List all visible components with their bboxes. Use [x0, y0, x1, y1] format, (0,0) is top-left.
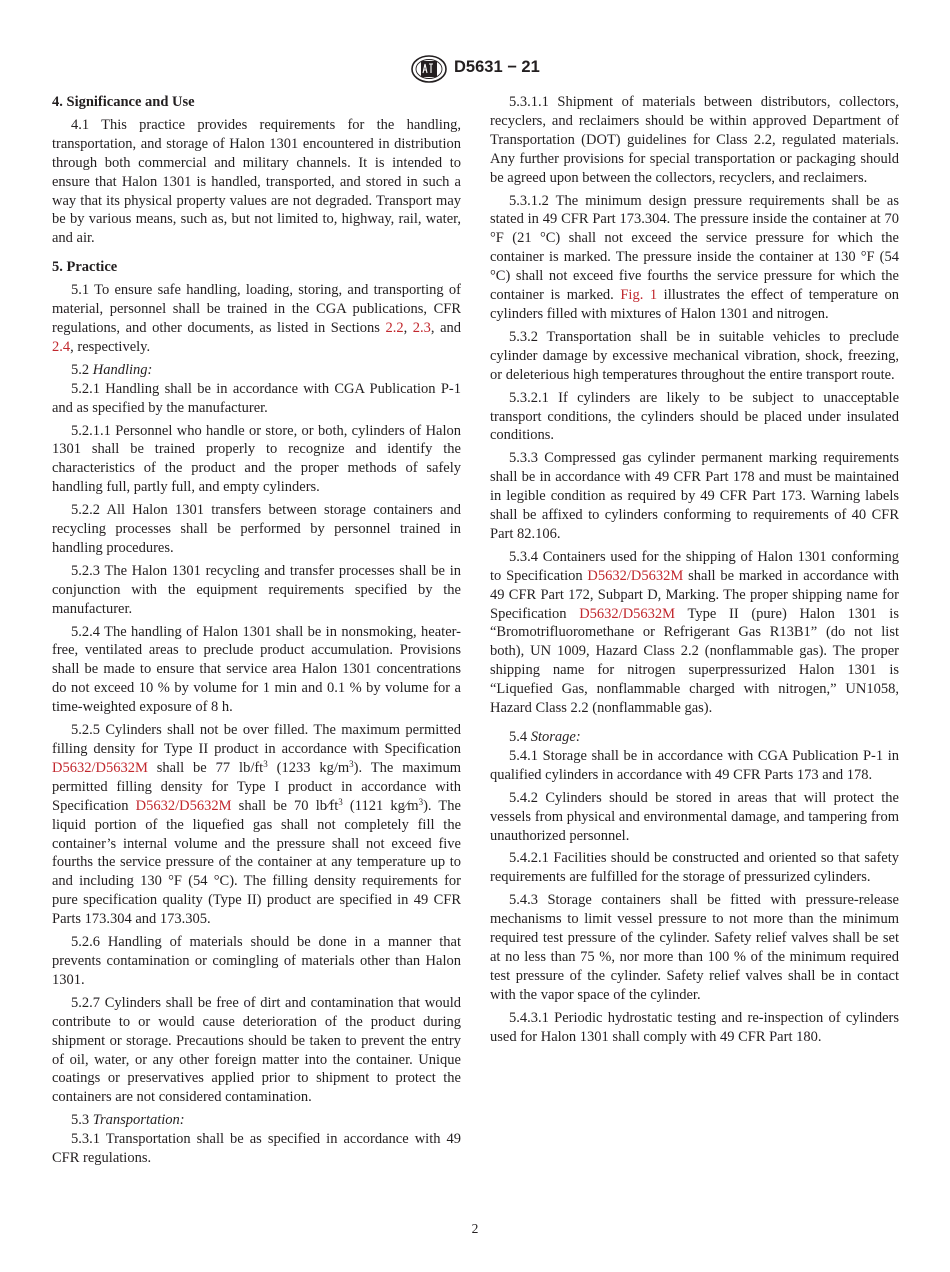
section-link[interactable]: 2.4 — [52, 338, 71, 355]
section-heading: 4. Significance and Use — [52, 94, 195, 110]
section-link[interactable]: 2.2 — [385, 319, 404, 336]
paragraph-5-2-2: 5.2.2 All Halon 1301 transfers between storage containers and recycling processes shall be performed by personnel trained in handling procedures. — [52, 502, 461, 556]
paragraph-5-3-1-2: 5.3.1.2 The minimum design pressure requirements shall be as stated in 49 CFR Part 173.304. The pressure inside the container at 70 °F (21 °C) shall not exceed the service pressure for which the container is marked. The pressure inside the container at 130 °F (54 °C) shall not exceed five fourths the service pressure for which the container is marked. Fig. 1 illustrates the effect of temperature on cylinders filled with mixtures of Halon 1301 and nitrogen. — [490, 192, 900, 322]
paragraph-5-2-6: 5.2.6 Handling of materials should be done in a manner that prevents contamination or comingling of materials other than Halon 1301. — [52, 934, 461, 988]
paragraph-5-4-2: 5.4.2 Cylinders should be stored in areas that will protect the vessels from physical and environmental damage, and tampering from unauthorized personnel. — [490, 789, 899, 844]
paragraph-5-3-1: 5.3.1 Transportation shall be as specified in accordance with 49 CFR regulations. — [52, 1131, 461, 1167]
page-header — [0, 54, 950, 84]
paragraph-5-3-1-1: 5.3.1.1 Shipment of materials between distributors, collectors, recyclers, and reclaimers should be within approved Department of Transportation (DOT) guidelines for Class 2.2, regulated materials. Any further provisions for special transportation or packaging should be agreed upon between the collectors, recyclers, and reclaimers. — [490, 94, 899, 186]
paragraph-5-3-3: 5.3.3 Compressed gas cylinder permanent marking requirements shall be in accordance with 49 CFR Part 178 and must be maintained in legible condition as required by 49 CFR Part 173. Warning labels shall be affixed to cylinders conforming to requirements of 40 CFR Part 82.106. — [490, 450, 899, 542]
subsection-transportation: 5.3 Transportation: — [71, 1112, 185, 1129]
left-column — [52, 93, 461, 1168]
spec-link[interactable]: D5632/D5632M — [579, 605, 676, 622]
page-number: 2 — [471, 1221, 479, 1236]
section-link[interactable]: 2.3 — [412, 319, 431, 336]
paragraph-5-2-5: 5.2.5 Cylinders shall not be over filled. The maximum permitted filling density for Type II product in accordance with Specification D5632/D5632M shall be 77 $lb/ft^3$ (1233 $kg/m^3$). The maximum permitted filling density for Type I product in accordance with Specification D5632/D5632M shall be 70 $lb⁄ft^3$ (1121 $kg⁄m^3$). The liquid portion of the liquefied gas shall not completely fill the container’s internal volume and the pressure shall not exceed five fourths the service pressure of the container at any temperature up to and including 130 °F (54 °C). The filling density requirements for pure specification quality (Type II) product are specified in 49 CFR Parts 173.304 and 173.305. — [52, 722, 461, 928]
figure-link[interactable]: Fig. 1 — [620, 287, 658, 304]
spec-link[interactable]: D5632/D5632M — [587, 567, 684, 584]
right-column — [490, 93, 899, 1047]
paragraph-5-4-1: 5.4.1 Storage shall be in accordance with CGA Publication P-1 in qualified cylinders in accordance with 49 CFR Parts 173 and 178. — [490, 747, 899, 783]
paragraph-5-4-2-1: 5.4.2.1 Facilities should be constructed and oriented so that safety requirements are fulfilled for the storage of pressurized cylinders. — [490, 850, 899, 886]
spec-link[interactable]: D5632/D5632M — [52, 759, 148, 776]
section-heading: 5. Practice — [52, 259, 118, 276]
paragraph-5-2-7: 5.2.7 Cylinders shall be free of dirt and contamination that would contribute to or would cause deterioration of the product during shipment or storage. Precautions should be taken to prevent the entry of oil, water, or any other foreign matter into the container. Unique coatings or preservatives applied prior to shipment to protect the containers are not considered contamination. — [52, 994, 461, 1106]
paragraph-5-4-3-1: 5.4.3.1 Periodic hydrostatic testing and re-inspection of cylinders used for Halon 1301 shall comply with 49 CFR Part 180. — [490, 1009, 899, 1045]
paragraph-5-3-4: 5.3.4 Containers used for the shipping of Halon 1301 conforming to Specification D5632/D5632M shall be marked in accordance with 49 CFR Part 172, Subpart D, Marking. The proper shipping name for Specification D5632/D5632M Type II (pure) Halon 1301 is “Bromotrifluoromethane or Refrigerant Gas R13B1” (do not list both), UN 1009, Hazard Class 2.2 (nonflammable gas). The proper shipping name for nitrogen superpressurized Halon 1301 is “Liquefied Gas, nonflammable charged with nitrogen,” UN1058, Hazard Class 2.2 (nonflammable gas). — [490, 548, 899, 717]
subsection-handling: 5.2 Handling: — [71, 361, 153, 378]
spec-link[interactable]: D5632/D5632M — [135, 797, 232, 814]
paragraph-5-2-1: 5.2.1 Handling shall be in accordance with CGA Publication P-1 and as specified by the manufacturer. — [52, 380, 461, 416]
paragraph-5-2-1-1: 5.2.1.1 Personnel who handle or store, or both, cylinders of Halon 1301 shall be trained properly to recognize and identify the characteristics of the product and the proper methods of safely handling full, partly full, and empty cylinders. — [52, 422, 461, 496]
paragraph-4-1: 4.1 This practice provides requirements for the handling, transportation, and storage of Halon 1301 encountered in distribution through both commercial and military channels. It is intended to ensure that Halon 1301 is handled, transported, and stored in such a way that its physical property values are not degraded. Transport may be by various means, such as, but not limited to, highway, rail, water, and air. — [52, 116, 461, 247]
standard-designation: D5631 − 21 — [454, 58, 540, 76]
paragraph-5-3-2: 5.3.2 Transportation shall be in suitable vehicles to preclude cylinder damage by excessive mechanical vibration, shock, freezing, or deleterious high temperatures throughout the entire transport route. — [490, 328, 899, 383]
astm-logo-icon — [409, 54, 449, 84]
paragraph-5-4-3: 5.4.3 Storage containers shall be fitted with pressure-release mechanisms to limit vessel pressure to not more than the minimum required test pressure of the cylinder. Safety relief valves shall be set at no less than 75 %, nor more than 100 % of the minimum required test pressure of the cylinder. Safety relief valves shall be in contact with the vapor space of the cylinder. — [490, 892, 899, 1003]
paragraph-5-2-3: 5.2.3 The Halon 1301 recycling and transfer processes shall be in conjunction with the equipment requirements specified by the manufacturer. — [52, 562, 461, 617]
paragraph-5-2-4: 5.2.4 The handling of Halon 1301 shall be in nonsmoking, heater-free, ventilated areas to preclude product accumulation. Provisions shall be made to ensure that service area Halon 1301 concentrations do not exceed 10 % by volume for 1 min and 0.1 % by volume for a time-weighted exposure of 8 h. — [52, 623, 461, 716]
subsection-storage: 5.4 Storage: — [509, 729, 581, 745]
paragraph-5-1: 5.1 To ensure safe handling, loading, storing, and transporting of material, personnel shall be trained in the CGA publications, CFR regulations, and other documents, as listed in Sections 2.2, 2.3, and 2.4, respectively. — [52, 282, 462, 355]
paragraph-5-3-2-1: 5.3.2.1 If cylinders are likely to be subject to unacceptable transport conditions, the cylinders should be placed under insulated conditions. — [490, 389, 899, 444]
